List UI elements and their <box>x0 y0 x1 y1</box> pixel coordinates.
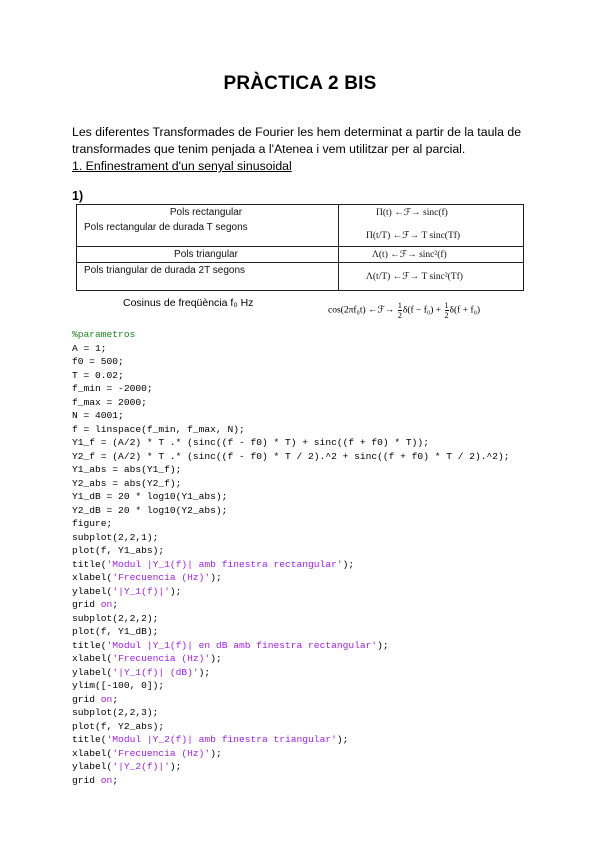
code-text: title( <box>72 639 107 651</box>
code-text: xlabel( <box>72 747 113 759</box>
code-text: ylabel( <box>72 666 113 678</box>
code-line <box>72 612 542 626</box>
code-line <box>72 585 542 599</box>
code-text: subplot(2,2,1); <box>72 531 159 543</box>
code-text: title( <box>72 734 107 745</box>
transform-formula: Λ(t/T) ←ℱ→ T sinc²(Tf) <box>366 272 463 282</box>
code-text: grid <box>72 599 101 610</box>
table-divider <box>338 204 339 290</box>
code-line <box>72 747 542 761</box>
table-rule <box>76 204 524 205</box>
code-line <box>72 652 542 666</box>
code-line <box>72 423 542 437</box>
code-text: Y1_f = (A/2) * T .* (sinc((f - f0) * T) + sinc((f + f0) * T)); <box>72 437 429 448</box>
code-line <box>72 477 542 491</box>
code-line <box>72 666 542 680</box>
code-line <box>72 382 542 396</box>
table-rule <box>76 246 524 247</box>
transform-label: Pols triangular de durada 2T segons <box>84 265 246 276</box>
code-text: T = 0.02; <box>72 369 124 381</box>
cosine-label: Cosinus de freqüència f₀ Hz <box>123 297 254 309</box>
code-text: Y2_f = (A/2) * T .* (sinc((f - f0) * T / 2).^2 + sinc((f + f0) * T / 2).^2); <box>72 450 510 462</box>
table-rule <box>76 262 524 263</box>
code-string: 'Frecuencia (Hz)' <box>112 747 211 759</box>
code-text: f_max = 2000; <box>72 396 147 408</box>
code-line <box>72 463 542 477</box>
code-line <box>72 409 542 423</box>
code-text: Y1_abs = abs(Y1_f); <box>72 464 182 475</box>
code-text: ylabel( <box>72 585 113 597</box>
code-line <box>72 490 542 504</box>
code-string: '|Y_2(f)|' <box>112 761 170 772</box>
code-line <box>72 733 542 747</box>
cosine-transform-row <box>123 293 523 323</box>
code-text: subplot(2,2,2); <box>72 612 159 624</box>
transform-label: Pols rectangular de durada T segons <box>84 222 248 233</box>
code-line <box>72 396 542 410</box>
code-line <box>72 328 542 342</box>
code-line <box>72 450 542 464</box>
fourier-transform-table <box>76 204 524 290</box>
table-rule <box>76 290 524 291</box>
code-text: plot(f, Y1_dB); <box>72 626 159 637</box>
code-line <box>72 369 542 383</box>
code-line <box>72 774 542 788</box>
code-text: f_min = -2000; <box>72 383 153 394</box>
code-string: 'Frecuencia (Hz)' <box>112 572 211 583</box>
code-text: xlabel( <box>72 572 113 583</box>
code-string: 'Modul |Y_1(f)| en dB amb finestra rectangular' <box>106 639 378 651</box>
code-text: f0 = 500; <box>72 356 124 367</box>
code-text: ); <box>169 761 182 772</box>
code-line <box>72 679 542 693</box>
cosine-formula-left: cos(2πf₀t) ←ℱ→ <box>328 305 395 316</box>
intro-section <box>72 124 532 175</box>
cosine-term-1: δ(f − f₀) + <box>402 305 442 316</box>
code-line <box>72 598 542 612</box>
code-text: ); <box>169 585 182 597</box>
code-line <box>72 639 542 653</box>
code-text: N = 4001; <box>72 410 124 421</box>
code-text: A = 1; <box>72 342 107 354</box>
transform-label: Pols rectangular <box>169 207 243 218</box>
code-keyword: on <box>100 693 113 705</box>
code-text: ylim([-100, 0]); <box>72 680 165 691</box>
transform-formula: Π(t) ←ℱ→ sinc(f) <box>376 208 448 218</box>
code-line <box>72 760 542 774</box>
code-line <box>72 517 542 531</box>
code-text: ); <box>377 639 389 651</box>
code-text: ); <box>198 666 211 678</box>
code-text: ); <box>210 747 222 759</box>
code-keyword: on <box>100 774 113 786</box>
code-line <box>72 693 542 707</box>
matlab-code-block <box>72 328 542 787</box>
code-comment: %parametros <box>72 329 136 340</box>
code-line <box>72 625 542 639</box>
fraction-one-half: $\frac{1}{2}$ <box>444 301 449 320</box>
code-text: ; <box>112 599 119 610</box>
code-text: grid <box>72 693 101 705</box>
code-text: figure; <box>72 518 113 529</box>
transform-formula: Π(t/T) ←ℱ→ T sinc(Tf) <box>366 231 461 241</box>
code-text: ; <box>112 774 119 786</box>
page-title: PRÀCTICA 2 BIS <box>223 73 377 94</box>
code-text: subplot(2,2,3); <box>72 707 159 718</box>
cosine-term-2: δ(f + f₀) <box>449 305 481 316</box>
code-line <box>72 571 542 585</box>
code-text: ); <box>342 558 355 570</box>
fraction-one-half: $\frac{1}{2}$ <box>397 301 402 320</box>
code-line <box>72 531 542 545</box>
code-string: 'Frecuencia (Hz)' <box>112 653 211 664</box>
code-line <box>72 720 542 734</box>
code-line <box>72 342 542 356</box>
code-line <box>72 355 542 369</box>
code-text: plot(f, Y2_abs); <box>72 720 165 732</box>
code-text: xlabel( <box>72 653 113 664</box>
code-text: ); <box>210 572 222 583</box>
code-text: grid <box>72 774 101 786</box>
code-line <box>72 436 542 450</box>
code-line <box>72 504 542 518</box>
code-text: ); <box>210 653 222 664</box>
code-text: title( <box>72 558 107 570</box>
code-text: Y2_abs = abs(Y2_f); <box>72 477 182 489</box>
transform-formula: Λ(t) ←ℱ→ sinc²(f) <box>372 250 447 260</box>
code-line <box>72 558 542 572</box>
code-text: Y2_dB = 20 * log10(Y2_abs); <box>72 504 228 516</box>
code-text: plot(f, Y1_abs); <box>72 545 165 556</box>
code-string: 'Modul |Y_1(f)| amb finestra rectangular' <box>106 558 343 570</box>
code-text: ); <box>336 734 349 745</box>
code-line <box>72 544 542 558</box>
code-keyword: on <box>100 599 113 610</box>
subsection-label: 1) <box>72 189 84 203</box>
code-string: 'Modul |Y_2(f)| amb finestra triangular' <box>106 734 337 745</box>
code-text: ; <box>112 693 119 705</box>
code-line <box>72 706 542 720</box>
transform-label: Pols triangular <box>174 249 238 260</box>
section-heading: 1. Enfinestrament d'un senyal sinusoidal <box>72 159 292 173</box>
code-text: Y1_dB = 20 * log10(Y1_abs); <box>72 491 228 502</box>
cosine-formula <box>328 301 480 320</box>
code-string: '|Y_1(f)| (dB)' <box>112 666 199 678</box>
code-text: f = linspace(f_min, f_max, N); <box>72 423 245 435</box>
intro-paragraph: Les diferentes Transformades de Fourier les hem determinat a partir de la taula de transformades que tenim penjada a l'Atenea i vem utilitzar per al parcial. <box>72 125 522 156</box>
code-text: ylabel( <box>72 761 113 772</box>
code-string: '|Y_1(f)|' <box>112 585 170 597</box>
